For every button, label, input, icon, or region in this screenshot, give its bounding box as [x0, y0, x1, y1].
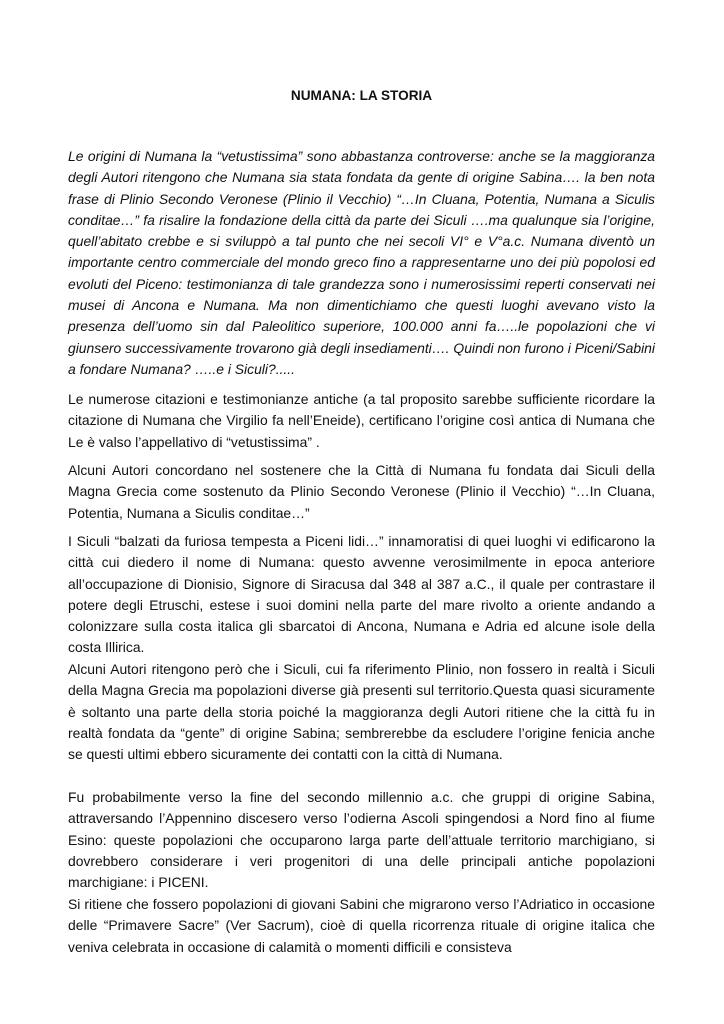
paragraph-siculi-dionisio: I Siculi “balzati da furiosa tempesta a Piceni lidi…” innamoratisi di quei luoghi vi edificarono la città cui diedero il nome di Numana: questo avvenne verosimilmente in epoca anteriore all’occupazione di Dionisio, Signore di Siracusa dal 348 al 387 a.C., il quale per contrastare il potere degli Etruschi, estese i suoi domini nella parte del mare rivolto a oriente andando a colonizzare sulla costa italica gli sbarcatoi di Ancona, Numana e Adria ed alcune isole della costa Illirica.: [68, 533, 655, 656]
paragraph-ver-sacrum: Si ritiene che fossero popolazioni di giovani Sabini che migrarono verso l’Adriatico in occasione delle “Primavere Sacre” (Ver Sacrum), cioè di quella ricorrenza rituale di origine italica che veniva celebrata in occasione di calamità o momenti difficili e consisteva: [68, 896, 655, 955]
paragraph-autori-siculi: Alcuni Autori concordano nel sostenere che la Città di Numana fu fondata dai Siculi della Magna Grecia come sostenuto da Plinio Secondo Veronese (Plinio il Vecchio) “…In Cluana, Potentia, Numana a Siculis conditae…”: [68, 462, 655, 521]
paragraph-piceni: Fu probabilmente verso la fine del secondo millennio a.c. che gruppi di origine Sabina, attraversando l’Appennino discesero verso l’odierna Ascoli spingendosi a Nord fino al fiume Esino: queste popolazioni che occuparono larga parte dell’attuale territorio marchigiano, si dovrebbero considerare i veri progenitori di una delle principali antiche popolazioni marchigiane: i PICENI.: [68, 789, 655, 891]
document-title: NUMANA: LA STORIA: [290, 88, 433, 103]
paragraph-origine-sabina: Alcuni Autori ritengono però che i Siculi, cui fa riferimento Plinio, non fossero in realtà i Siculi della Magna Grecia ma popolazioni diverse già presenti sul territorio.Questa quasi sicuramente è soltanto una parte della storia poiché la maggioranza degli Autori ritiene che la città fu in realtà fondata da “gente” di origine Sabina; sembrerebbe da escludere l’origine fenicia anche se questi ultimi ebbero sicuramente dei contatti con la città di Numana.: [68, 661, 655, 763]
document-page: [68, 0, 655, 1024]
paragraph-intro-italic: Le origini di Numana la “vetustissima” sono abbastanza controverse: anche se la maggioranza degli Autori ritengono che Numana sia stata fondata da gente di origine Sabina…. la ben nota frase di Plinio Secondo Veronese (Plinio il Vecchio) “…In Cluana, Potentia, Numana a Siculis conditae…” fa risalire la fondazione della città da parte dei Siculi ….ma qualunque sia l’origine, quell’abitato crebbe e si sviluppò a tal punto che nei secoli VI° e V°a.c. Numana diventò un importante centro commerciale del mondo greco fino a rappresentarne uno dei più popolosi ed evoluti del Piceno: testimonianza di tale grandezza sono i numerosissimi reperti conservati nei musei di Ancona e Numana. Ma non dimentichiamo che questi luoghi avevano visto la presenza dell’uomo sin dal Paleolitico superiore, 100.000 anni fa…..le popolazioni che vi giunsero successivamente trovarono già degli insediamenti…. Quindi non furono i Piceni/Sabini a fondare Numana? …..e i Siculi?.....: [68, 148, 655, 377]
paragraph-citazioni: Le numerose citazioni e testimonianze antiche (a tal proposito sarebbe sufficiente ricordare la citazione di Numana che Virgilio fa nell’Eneide), certificano l’origine così antica di Numana che Le è valso l’appellativo di “vetustissima” .: [68, 391, 655, 450]
